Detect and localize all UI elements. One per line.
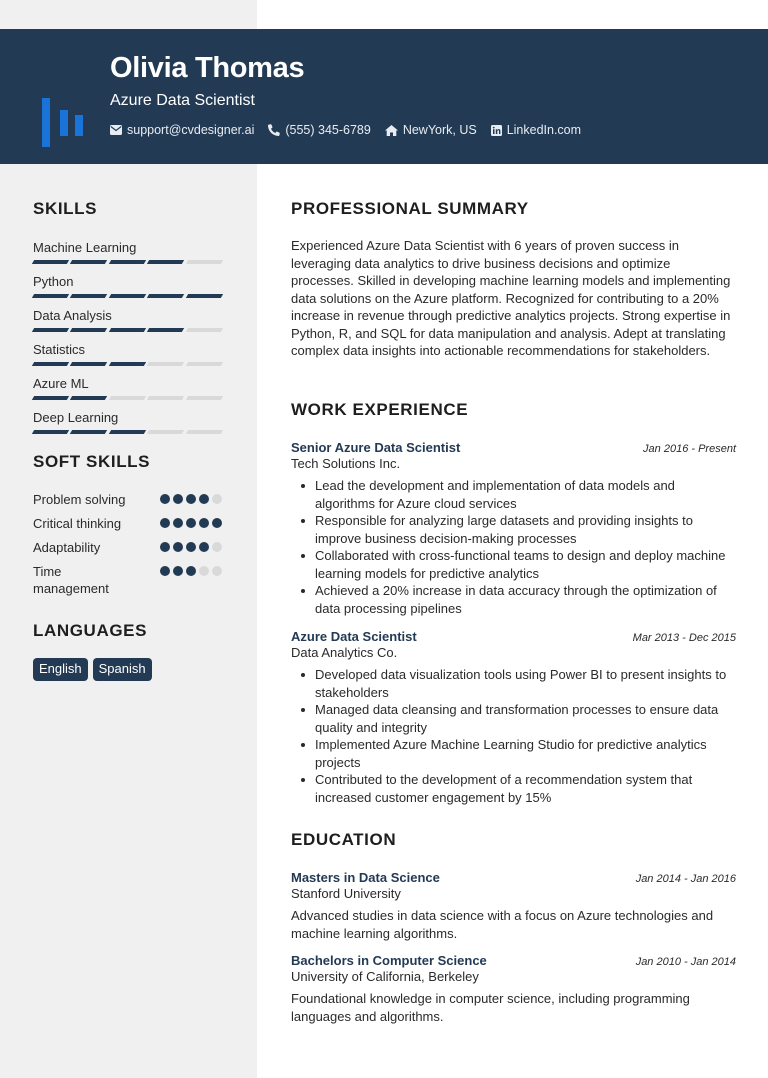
rating-dot-filled <box>173 566 183 576</box>
rating-dot-empty <box>212 566 222 576</box>
level-segment-filled <box>109 362 147 366</box>
contact-phone-text: (555) 345-6789 <box>285 123 371 137</box>
job-bullets <box>291 477 736 617</box>
summary-section <box>291 199 736 360</box>
level-segment-filled <box>70 362 108 366</box>
job-company: Data Analytics Co. <box>291 645 398 660</box>
job-bullet: Implemented Azure Machine Learning Studio for predictive analytics projects <box>291 736 736 771</box>
soft-skill-rating <box>160 566 222 576</box>
skills-list <box>33 240 223 434</box>
education-school: University of California, Berkeley <box>291 969 479 984</box>
contact-phone[interactable] <box>268 123 370 137</box>
logo-bars-icon <box>42 98 92 148</box>
level-segment-filled <box>109 430 147 434</box>
education-heading: EDUCATION <box>291 830 397 849</box>
contact-linkedin[interactable] <box>491 123 581 137</box>
rating-dot-empty <box>212 494 222 504</box>
job-entry <box>291 440 736 617</box>
skills-heading: SKILLS <box>33 199 98 218</box>
rating-dot-filled <box>173 494 183 504</box>
level-segment-filled <box>109 328 147 332</box>
level-segment-filled <box>32 396 70 400</box>
contact-location-text: NewYork, US <box>402 123 477 137</box>
job-bullet: Lead the development and implementation of data models and algorithms for Azure cloud services <box>291 477 736 512</box>
soft-skills-list <box>33 491 223 597</box>
job-bullet: Achieved a 20% increase in data accuracy through the optimization of data processing pipelines <box>291 582 736 617</box>
phone-icon <box>268 124 280 136</box>
soft-skills-section <box>33 452 223 604</box>
job-date: Mar 2013 - Dec 2015 <box>632 632 736 644</box>
education-description: Foundational knowledge in computer science, including programming languages and algorithms. <box>291 991 690 1024</box>
level-segment-filled <box>32 430 70 434</box>
soft-skill-name: Critical thinking <box>33 516 122 531</box>
level-segment-empty <box>185 362 223 366</box>
rating-dot-filled <box>160 566 170 576</box>
education-description: Advanced studies in data science with a focus on Azure technologies and machine learning algorithms. <box>291 908 714 941</box>
summary-text: Experienced Azure Data Scientist with 6 years of proven success in leveraging data analytics to drive business decisions and optimize processes. Skilled in developing machine learning models and implementing data solutions on the Azure platform. Recognized for contributing to a 20% increase in revenue through predictive analytics projects. Strong expertise in Python, R, and SQL for data manipulation and analysis. Adept at translating complex data insights into actionable recommendations for stakeholders. <box>291 238 731 358</box>
rating-dot-filled <box>160 542 170 552</box>
experience-section <box>291 400 736 806</box>
summary-heading: PROFESSIONAL SUMMARY <box>291 199 529 218</box>
languages-section <box>33 621 223 681</box>
education-degree: Masters in Data Science <box>291 870 440 885</box>
job-bullet: Responsible for analyzing large datasets and providing insights to improve business decision-making processes <box>291 512 736 547</box>
languages-heading: LANGUAGES <box>33 621 148 640</box>
skill-item <box>33 274 223 298</box>
rating-dot-empty <box>199 566 209 576</box>
job-bullet: Developed data visualization tools using Power BI to present insights to stakeholders <box>291 666 736 701</box>
soft-skill-rating <box>160 494 222 504</box>
level-segment-filled <box>147 260 185 264</box>
level-segment-filled <box>32 362 70 366</box>
rating-dot-filled <box>186 542 196 552</box>
soft-skill-name: Adaptability <box>33 540 101 555</box>
contact-list <box>110 123 581 137</box>
skill-level-bar <box>33 362 223 366</box>
skill-level-bar <box>33 328 223 332</box>
level-segment-filled <box>32 294 70 298</box>
level-segment-empty <box>147 362 185 366</box>
rating-dot-filled <box>186 518 196 528</box>
skills-section <box>33 199 223 444</box>
soft-skills-heading: SOFT SKILLS <box>33 452 151 471</box>
contact-linkedin-text: LinkedIn.com <box>506 123 582 137</box>
skill-level-bar <box>33 260 223 264</box>
job-header <box>291 629 736 644</box>
skill-name: Azure ML <box>33 376 89 391</box>
soft-skill-name: Problem solving <box>33 492 126 507</box>
education-header <box>291 870 736 885</box>
level-segment-empty <box>147 396 185 400</box>
soft-skill-rating <box>160 518 222 528</box>
rating-dot-filled <box>186 494 196 504</box>
skill-level-bar <box>33 294 223 298</box>
level-segment-filled <box>70 396 108 400</box>
level-segment-filled <box>70 430 108 434</box>
level-segment-filled <box>109 294 147 298</box>
education-list <box>291 870 736 1025</box>
rating-dot-filled <box>199 518 209 528</box>
job-bullets <box>291 666 736 806</box>
languages-list <box>33 658 223 681</box>
level-segment-filled <box>185 294 223 298</box>
job-bullet: Managed data cleansing and transformation processes to ensure data quality and integrity <box>291 701 736 736</box>
job-company: Tech Solutions Inc. <box>291 456 401 471</box>
soft-skill-item <box>33 563 223 597</box>
level-segment-empty <box>185 328 223 332</box>
level-segment-filled <box>70 294 108 298</box>
job-date: Jan 2016 - Present <box>643 443 736 455</box>
level-segment-filled <box>32 328 70 332</box>
skill-level-bar <box>33 396 223 400</box>
level-segment-filled <box>70 328 108 332</box>
rating-dot-filled <box>199 542 209 552</box>
skill-name: Python <box>33 274 74 289</box>
skill-name: Deep Learning <box>33 410 119 425</box>
skill-name: Data Analysis <box>33 308 112 323</box>
rating-dot-filled <box>212 518 222 528</box>
rating-dot-filled <box>160 494 170 504</box>
rating-dot-filled <box>199 494 209 504</box>
candidate-name: Olivia Thomas <box>110 52 305 84</box>
level-segment-filled <box>147 328 185 332</box>
level-segment-empty <box>185 396 223 400</box>
skill-name: Statistics <box>33 342 86 357</box>
job-bullet: Collaborated with cross-functional teams to design and deploy machine learning models for predictive analytics <box>291 547 736 582</box>
job-bullet: Contributed to the development of a recommendation system that increased customer engagement by 15% <box>291 771 736 806</box>
linkedin-icon <box>491 125 502 136</box>
level-segment-empty <box>185 430 223 434</box>
skill-item <box>33 410 223 434</box>
rating-dot-filled <box>173 518 183 528</box>
contact-email-text: support@cvdesigner.ai <box>127 123 255 137</box>
job-entry <box>291 629 736 806</box>
job-title: Senior Azure Data Scientist <box>291 440 461 455</box>
contact-email[interactable] <box>110 123 254 137</box>
level-segment-empty <box>109 396 147 400</box>
language-tag: Spanish <box>93 658 152 681</box>
soft-skill-item <box>33 515 223 532</box>
education-header <box>291 953 736 968</box>
jobs-list <box>291 440 736 806</box>
skill-item <box>33 342 223 366</box>
job-header <box>291 440 736 455</box>
soft-skill-rating <box>160 542 222 552</box>
soft-skill-item <box>33 539 223 556</box>
level-segment-filled <box>147 294 185 298</box>
envelope-icon <box>110 125 122 135</box>
education-date: Jan 2010 - Jan 2014 <box>635 956 736 968</box>
job-title: Azure Data Scientist <box>291 629 417 644</box>
skill-name: Machine Learning <box>33 240 137 255</box>
experience-heading: WORK EXPERIENCE <box>291 400 469 419</box>
education-school: Stanford University <box>291 886 401 901</box>
level-segment-filled <box>70 260 108 264</box>
rating-dot-empty <box>212 542 222 552</box>
level-segment-filled <box>32 260 70 264</box>
candidate-role: Azure Data Scientist <box>110 92 255 109</box>
home-icon <box>385 125 398 136</box>
skill-level-bar <box>33 430 223 434</box>
rating-dot-filled <box>160 518 170 528</box>
soft-skill-item <box>33 491 223 508</box>
rating-dot-filled <box>186 566 196 576</box>
education-section <box>291 830 736 1025</box>
education-degree: Bachelors in Computer Science <box>291 953 487 968</box>
education-entry <box>291 870 736 942</box>
soft-skill-name: Time management <box>33 564 109 596</box>
level-segment-empty <box>147 430 185 434</box>
contact-location <box>385 123 477 137</box>
level-segment-empty <box>185 260 223 264</box>
level-segment-filled <box>109 260 147 264</box>
language-tag: English <box>33 658 88 681</box>
education-date: Jan 2014 - Jan 2016 <box>635 873 736 885</box>
skill-item <box>33 240 223 264</box>
education-entry <box>291 953 736 1025</box>
rating-dot-filled <box>173 542 183 552</box>
skill-item <box>33 308 223 332</box>
skill-item <box>33 376 223 400</box>
